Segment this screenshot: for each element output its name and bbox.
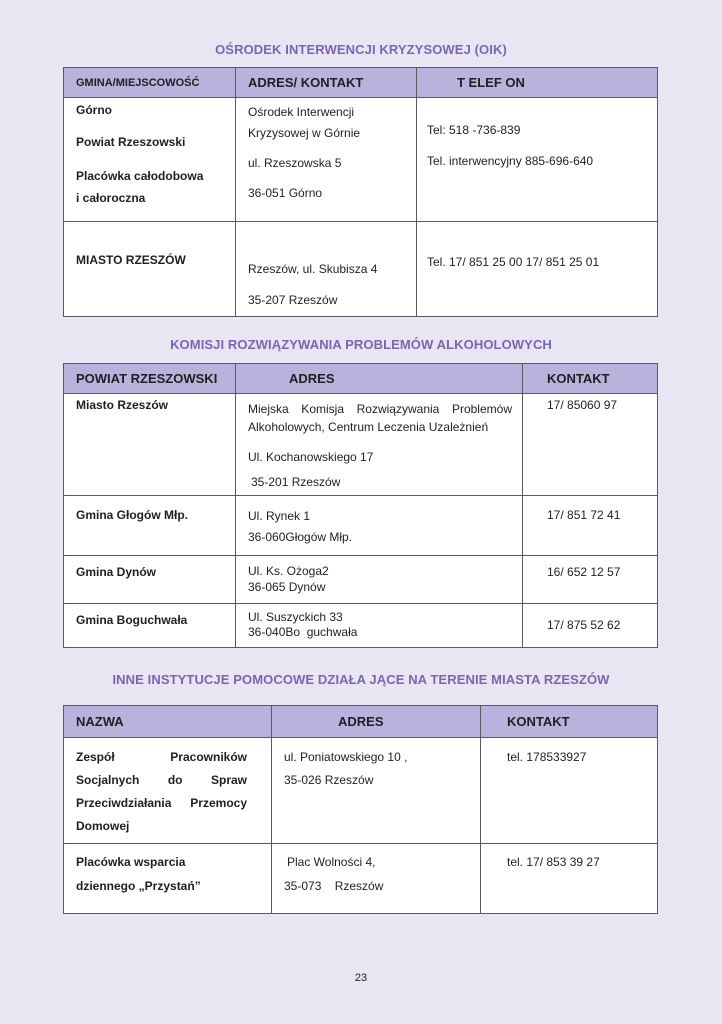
page-number: 23 (354, 972, 368, 984)
inne-row2-name: Placówka wsparcia dziennego „Przystań” (64, 844, 272, 914)
inne-row2-address: Plac Wolności 4, 35-073 Rzeszów (272, 844, 481, 914)
inne-header-kontakt: KONTAKT (481, 706, 658, 738)
table-row (64, 496, 658, 556)
inne-row1-name: Zespół Pracowników Socjalnych do Spraw Przeciwdziałania Przemocy Domowej (64, 738, 272, 844)
inne-row1-address: ul. Poniatowskiego 10 , 35-026 Rzeszów (272, 738, 481, 844)
komisja-table (63, 363, 658, 648)
section-title-oik: OŚRODEK INTERWENCJI KRYZYSOWEJ (OIK) (215, 42, 507, 57)
oik-row1-address: Ośrodek Interwencji Kryzysowej w Górnie ul. Rzeszowska 5 36-051 Górno (236, 98, 417, 222)
komisja-header-kontakt: KONTAKT (523, 364, 658, 394)
komisja-row2-address: Ul. Rynek 1 36-060Głogów Młp. (236, 496, 523, 556)
table-row (64, 98, 658, 222)
komisja-row1-contact: 17/ 85060 97 (523, 394, 658, 496)
inne-row2-contact: tel. 17/ 853 39 27 (481, 844, 658, 914)
oik-row1-place: Górno Powiat Rzeszowski Placówka całodobowa i całoroczna (64, 98, 236, 222)
table-row (64, 394, 658, 496)
oik-header-gmina: GMINA/MIEJSCOWOŚĆ (64, 68, 236, 98)
table-row (64, 222, 658, 317)
komisja-row4-address: Ul. Suszyckich 33 36-040Bo guchwała (236, 604, 523, 648)
oik-row2-phone: Tel. 17/ 851 25 00 17/ 851 25 01 (417, 222, 658, 317)
section-title-inne: INNE INSTYTUCJE POMOCOWE DZIAŁA JĄCE NA TERENIE MIASTA RZESZÓW (112, 672, 610, 687)
inne-table (63, 705, 658, 914)
table-row (64, 556, 658, 604)
table-row (64, 604, 658, 648)
table-row (64, 844, 658, 914)
komisja-row1-address: Miejska Komisja Rozwiązywania Problemów Alkoholowych, Centrum Leczenia Uzależnień Ul. Kochanowskiego 17 35-201 Rzeszów (236, 394, 523, 496)
oik-header-telefon: T ELEF ON (417, 68, 658, 98)
komisja-row4-place: Gmina Boguchwała (64, 604, 236, 648)
komisja-row2-place: Gmina Głogów Młp. (64, 496, 236, 556)
inne-row1-contact: tel. 178533927 (481, 738, 658, 844)
oik-row2-place: MIASTO RZESZÓW (64, 222, 236, 317)
komisja-row3-address: Ul. Ks. Ożoga2 36-065 Dynów (236, 556, 523, 604)
oik-table (63, 67, 658, 317)
komisja-header-powiat: POWIAT RZESZOWSKI (64, 364, 236, 394)
inne-header-adres: ADRES (272, 706, 481, 738)
komisja-row3-contact: 16/ 652 12 57 (523, 556, 658, 604)
oik-row2-address: Rzeszów, ul. Skubisza 4 35-207 Rzeszów (236, 222, 417, 317)
komisja-row3-place: Gmina Dynów (64, 556, 236, 604)
oik-header-adres: ADRES/ KONTAKT (236, 68, 417, 98)
komisja-row1-place: Miasto Rzeszów (64, 394, 236, 496)
section-title-komisja: KOMISJI ROZWIĄZYWANIA PROBLEMÓW ALKOHOLOWYCH (170, 337, 552, 352)
oik-row1-phone: Tel: 518 -736-839 Tel. interwencyjny 885-696-640 (417, 98, 658, 222)
table-row (64, 738, 658, 844)
komisja-header-adres: ADRES (236, 364, 523, 394)
komisja-row2-contact: 17/ 851 72 41 (523, 496, 658, 556)
komisja-row4-contact: 17/ 875 52 62 (523, 604, 658, 648)
inne-header-nazwa: NAZWA (64, 706, 272, 738)
